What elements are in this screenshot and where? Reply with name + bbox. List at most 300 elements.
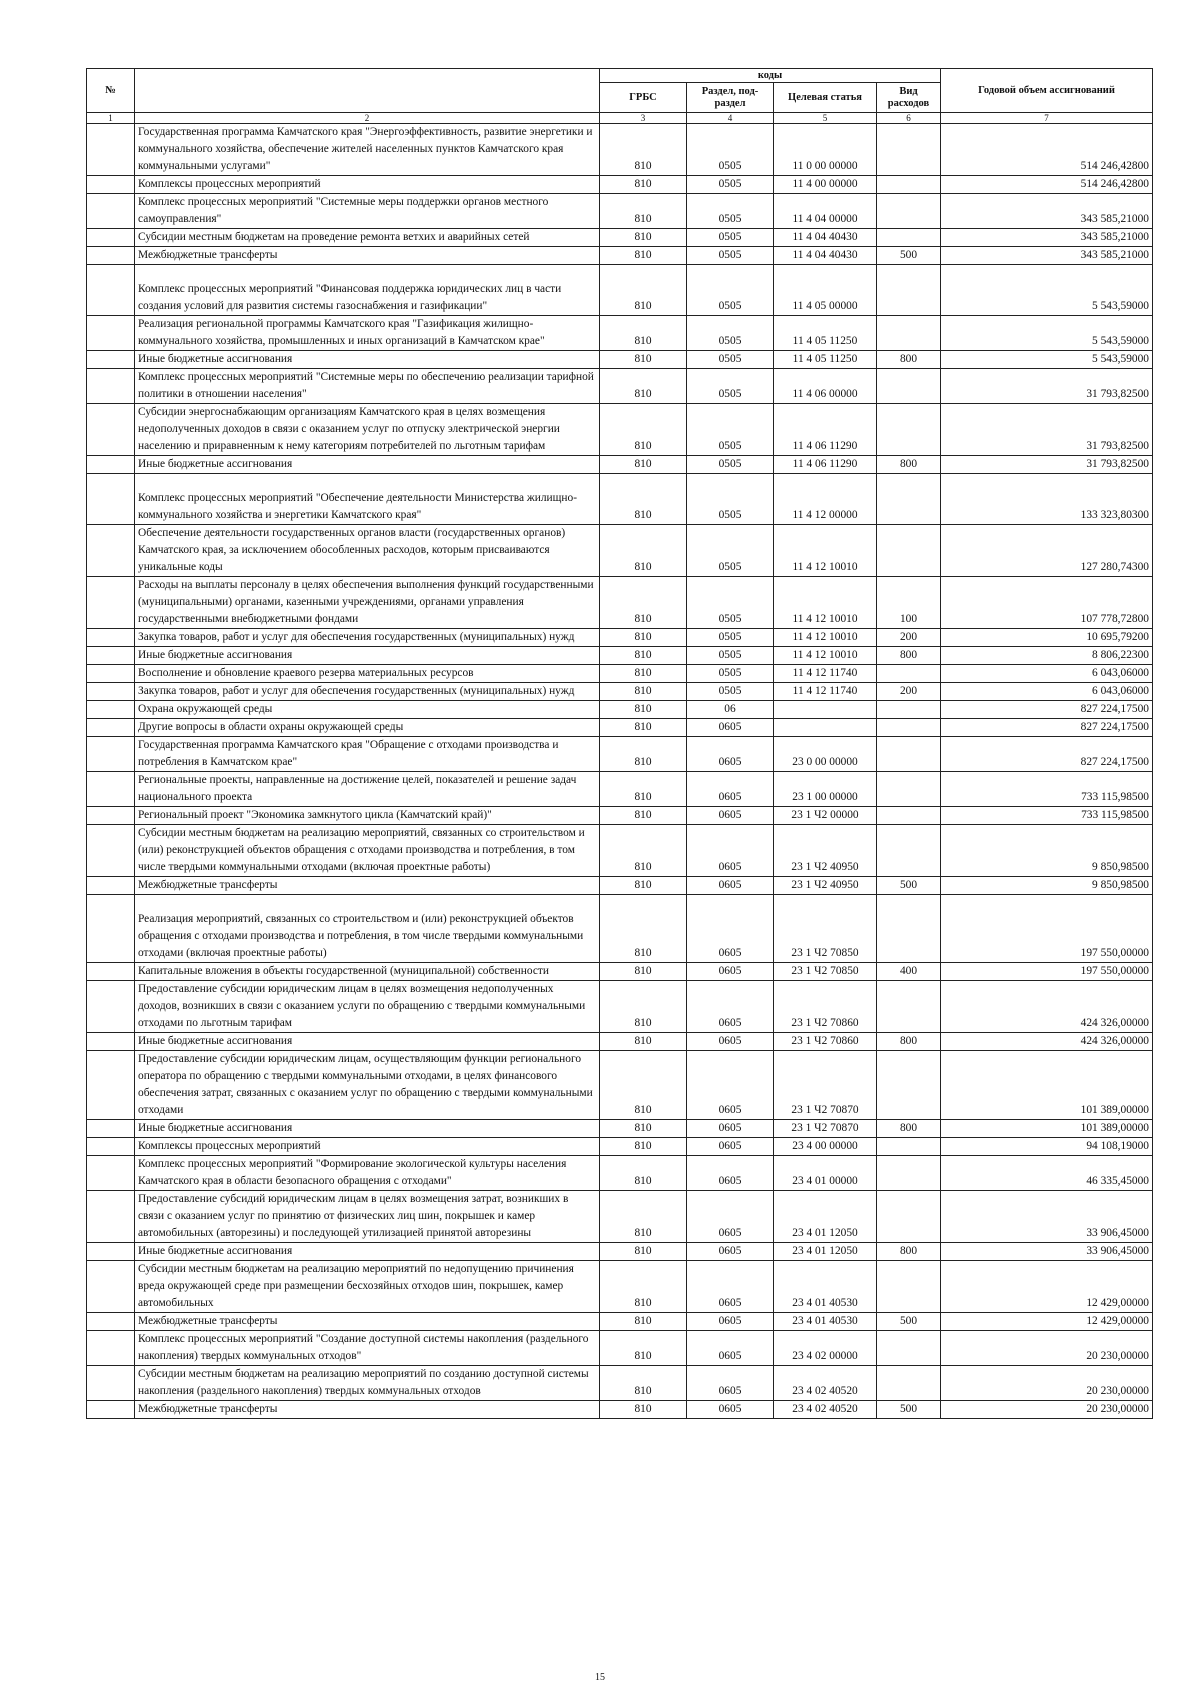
row-target: 23 1 Ч2 70870 [774,1051,877,1120]
table-row [87,1191,1153,1243]
table-row [87,1243,1153,1261]
col-number: 5 [774,113,877,124]
row-section: 0605 [687,1331,774,1366]
row-amount: 5 543,59000 [941,316,1153,351]
row-target: 11 4 12 10010 [774,647,877,665]
row-number [87,701,135,719]
table-row [87,737,1153,772]
row-target: 23 4 01 12050 [774,1191,877,1243]
row-name: Предоставление субсидии юридическим лицам, осуществляющим функции регионального оператора по обращению с твердыми коммунальными отходами, в целях финансового обеспечения затрат, связанных с оказанием услуг по обращению с твердыми коммунальными отходами [135,1051,600,1120]
row-amount: 101 389,00000 [941,1120,1153,1138]
row-amount: 343 585,21000 [941,229,1153,247]
row-grbs: 810 [600,351,687,369]
table-row [87,877,1153,895]
table-row [87,629,1153,647]
row-amount: 197 550,00000 [941,895,1153,963]
row-section: 0505 [687,456,774,474]
row-section: 0605 [687,1191,774,1243]
row-number [87,474,135,525]
row-amount: 20 230,00000 [941,1401,1153,1419]
row-grbs: 810 [600,1033,687,1051]
row-kind [877,316,941,351]
row-section: 0505 [687,665,774,683]
row-name: Охрана окружающей среды [135,701,600,719]
header-grbs: ГРБС [600,83,687,113]
table-row [87,683,1153,701]
row-target: 11 4 00 00000 [774,176,877,194]
row-name: Межбюджетные трансферты [135,877,600,895]
row-section: 0605 [687,737,774,772]
table-row [87,1156,1153,1191]
row-grbs: 810 [600,124,687,176]
table-row [87,194,1153,229]
row-amount: 343 585,21000 [941,194,1153,229]
row-section: 0505 [687,647,774,665]
row-target: 11 4 12 10010 [774,577,877,629]
row-kind [877,1191,941,1243]
row-number [87,895,135,963]
row-kind: 500 [877,1313,941,1331]
header-target: Целевая статья [774,83,877,113]
table-row [87,1401,1153,1419]
header-name [135,69,600,113]
row-target: 23 1 Ч2 70860 [774,981,877,1033]
row-name: Капитальные вложения в объекты государственной (муниципальной) собственности [135,963,600,981]
row-name: Межбюджетные трансферты [135,247,600,265]
row-grbs: 810 [600,176,687,194]
row-kind: 100 [877,577,941,629]
row-target: 11 0 00 00000 [774,124,877,176]
row-amount: 8 806,22300 [941,647,1153,665]
table-row [87,229,1153,247]
row-number [87,737,135,772]
row-amount: 33 906,45000 [941,1243,1153,1261]
row-number [87,1156,135,1191]
table-row [87,719,1153,737]
row-grbs: 810 [600,1366,687,1401]
row-amount: 733 115,98500 [941,807,1153,825]
table-row [87,825,1153,877]
row-grbs: 810 [600,474,687,525]
row-amount: 33 906,45000 [941,1191,1153,1243]
row-amount: 127 280,74300 [941,525,1153,577]
row-number [87,629,135,647]
row-name: Комплекс процессных мероприятий "Системные меры по обеспечению реализации тарифной политики в отношении населения" [135,369,600,404]
row-amount: 133 323,80300 [941,474,1153,525]
row-kind [877,665,941,683]
row-target: 11 4 06 11290 [774,456,877,474]
row-section: 0605 [687,1033,774,1051]
row-number [87,665,135,683]
row-section: 0605 [687,1051,774,1120]
row-kind [877,981,941,1033]
row-amount: 827 224,17500 [941,719,1153,737]
row-section: 0605 [687,1401,774,1419]
col-number: 4 [687,113,774,124]
row-grbs: 810 [600,369,687,404]
row-section: 0605 [687,981,774,1033]
row-target: 23 4 00 00000 [774,1138,877,1156]
row-grbs: 810 [600,229,687,247]
table-row [87,404,1153,456]
row-number [87,456,135,474]
row-grbs: 810 [600,701,687,719]
row-name: Региональный проект "Экономика замкнутого цикла (Камчатский край)" [135,807,600,825]
row-section: 0505 [687,474,774,525]
row-name: Субсидии местным бюджетам на проведение ремонта ветхих и аварийных сетей [135,229,600,247]
row-number [87,807,135,825]
row-name: Реализация мероприятий, связанных со строительством и (или) реконструкцией объектов обращения с отходами производства и потребления, в том числе твердыми коммунальными отходами (включая проектные работы) [135,895,600,963]
row-section: 0605 [687,1120,774,1138]
row-target: 23 4 02 40520 [774,1366,877,1401]
row-number [87,1243,135,1261]
row-grbs: 810 [600,895,687,963]
row-target: 23 1 Ч2 40950 [774,877,877,895]
row-kind [877,474,941,525]
table-row [87,265,1153,316]
row-kind [877,1261,941,1313]
row-amount: 6 043,06000 [941,665,1153,683]
table-row [87,456,1153,474]
row-section: 0605 [687,1313,774,1331]
row-section: 0505 [687,683,774,701]
row-name: Комплексы процессных мероприятий [135,176,600,194]
row-kind [877,194,941,229]
row-number [87,1331,135,1366]
row-kind: 800 [877,1033,941,1051]
table-row [87,895,1153,963]
row-amount: 514 246,42800 [941,124,1153,176]
row-name: Субсидии местным бюджетам на реализацию мероприятий, связанных со строительством и (или) реконструкцией объектов обращения с отходами производства и потребления, в том числе твердыми коммунальными отходами (включая проектные работы) [135,825,600,877]
row-amount: 9 850,98500 [941,825,1153,877]
row-amount: 197 550,00000 [941,963,1153,981]
row-number [87,1138,135,1156]
row-number [87,247,135,265]
row-kind [877,525,941,577]
row-target [774,701,877,719]
row-target: 23 1 Ч2 70870 [774,1120,877,1138]
budget-table [86,68,1153,1419]
row-amount: 6 043,06000 [941,683,1153,701]
row-target: 23 4 01 12050 [774,1243,877,1261]
row-grbs: 810 [600,737,687,772]
row-kind [877,369,941,404]
row-grbs: 810 [600,1331,687,1366]
row-section: 0605 [687,772,774,807]
row-number [87,825,135,877]
row-number [87,369,135,404]
row-number [87,229,135,247]
row-kind [877,1156,941,1191]
table-row [87,1366,1153,1401]
row-kind [877,737,941,772]
row-name: Закупка товаров, работ и услуг для обеспечения государственных (муниципальных) нужд [135,629,600,647]
row-name: Межбюджетные трансферты [135,1401,600,1419]
col-number: 2 [135,113,600,124]
row-kind [877,1366,941,1401]
table-row [87,807,1153,825]
table-row [87,1138,1153,1156]
row-amount: 424 326,00000 [941,1033,1153,1051]
row-grbs: 810 [600,1261,687,1313]
row-grbs: 810 [600,825,687,877]
row-section: 0505 [687,229,774,247]
row-grbs: 810 [600,629,687,647]
row-kind [877,229,941,247]
row-name: Субсидии местным бюджетам на реализацию мероприятий по созданию доступной системы накопления (раздельного накопления) твердых коммунальных отходов [135,1366,600,1401]
row-number [87,1366,135,1401]
row-name: Региональные проекты, направленные на достижение целей, показателей и решение задач национального проекта [135,772,600,807]
row-name: Иные бюджетные ассигнования [135,647,600,665]
col-number: 3 [600,113,687,124]
row-amount: 10 695,79200 [941,629,1153,647]
table-row [87,1033,1153,1051]
row-grbs: 810 [600,1313,687,1331]
table-row [87,1331,1153,1366]
row-target: 11 4 04 00000 [774,194,877,229]
row-name: Комплексы процессных мероприятий [135,1138,600,1156]
row-kind [877,825,941,877]
row-grbs: 810 [600,1138,687,1156]
row-section: 0505 [687,629,774,647]
row-number [87,719,135,737]
row-grbs: 810 [600,719,687,737]
table-row [87,369,1153,404]
row-kind: 500 [877,247,941,265]
row-number [87,683,135,701]
row-target: 23 1 Ч2 70850 [774,963,877,981]
table-row [87,316,1153,351]
table-header [87,69,1153,124]
row-target [774,719,877,737]
row-number [87,351,135,369]
row-target: 23 1 Ч2 00000 [774,807,877,825]
row-target: 23 4 01 40530 [774,1261,877,1313]
row-grbs: 810 [600,577,687,629]
row-section: 0605 [687,895,774,963]
row-name: Комплекс процессных мероприятий "Финансовая поддержка юридических лиц в части создания условий для развития системы газоснабжения и газификации" [135,265,600,316]
row-number [87,404,135,456]
row-section: 0605 [687,963,774,981]
row-grbs: 810 [600,683,687,701]
row-grbs: 810 [600,404,687,456]
row-target: 11 4 04 40430 [774,229,877,247]
row-kind: 800 [877,1120,941,1138]
row-kind [877,701,941,719]
row-grbs: 810 [600,456,687,474]
row-number [87,1313,135,1331]
row-grbs: 810 [600,194,687,229]
row-name: Субсидии местным бюджетам на реализацию мероприятий по недопущению причинения вреда окружающей среде при размещении бесхозяйных отходов шин, покрышек, камер автомобильных [135,1261,600,1313]
row-kind [877,124,941,176]
row-target: 23 4 01 00000 [774,1156,877,1191]
table-row [87,647,1153,665]
row-name: Реализация региональной программы Камчатского края "Газификация жилищно-коммунального хозяйства, промышленных и иных организаций в Камчатском крае" [135,316,600,351]
row-target: 11 4 06 00000 [774,369,877,404]
row-target: 23 4 02 00000 [774,1331,877,1366]
row-target: 23 1 Ч2 70860 [774,1033,877,1051]
row-kind: 800 [877,647,941,665]
row-amount: 31 793,82500 [941,369,1153,404]
row-target: 23 4 02 40520 [774,1401,877,1419]
table-row [87,1051,1153,1120]
header-kind: Вид расходов [877,83,941,113]
row-amount: 46 335,45000 [941,1156,1153,1191]
row-grbs: 810 [600,1191,687,1243]
row-amount: 514 246,42800 [941,176,1153,194]
table-row [87,665,1153,683]
header-codes: коды [600,69,941,83]
row-amount: 827 224,17500 [941,701,1153,719]
row-grbs: 810 [600,1401,687,1419]
row-name: Восполнение и обновление краевого резерва материальных ресурсов [135,665,600,683]
table-row [87,176,1153,194]
table-row [87,1261,1153,1313]
row-kind [877,772,941,807]
row-section: 0505 [687,176,774,194]
row-target: 23 0 00 00000 [774,737,877,772]
row-number [87,877,135,895]
row-name: Государственная программа Камчатского края "Обращение с отходами производства и потребления в Камчатском крае" [135,737,600,772]
row-amount: 9 850,98500 [941,877,1153,895]
row-grbs: 810 [600,1156,687,1191]
row-target: 11 4 12 10010 [774,525,877,577]
row-name: Комплекс процессных мероприятий "Создание доступной системы накопления (раздельного накопления) твердых коммунальных отходов" [135,1331,600,1366]
row-kind [877,265,941,316]
row-section: 0505 [687,525,774,577]
row-amount: 5 543,59000 [941,351,1153,369]
row-amount: 733 115,98500 [941,772,1153,807]
row-number [87,647,135,665]
row-grbs: 810 [600,981,687,1033]
row-name: Субсидии энергоснабжающим организациям Камчатского края в целях возмещения недополученных доходов в связи с оказанием услуг по отпуску электрической энергии населению и приравненным к нему категориям потребителей по льготным тарифам [135,404,600,456]
row-grbs: 810 [600,807,687,825]
row-name: Иные бюджетные ассигнования [135,1243,600,1261]
row-section: 0605 [687,877,774,895]
row-kind [877,1138,941,1156]
row-grbs: 810 [600,316,687,351]
row-number [87,265,135,316]
row-name: Расходы на выплаты персоналу в целях обеспечения выполнения функций государственными (муниципальными) органами, казенными учреждениями, органами управления государственными внебюджетными фондами [135,577,600,629]
row-grbs: 810 [600,772,687,807]
row-number [87,1033,135,1051]
row-kind: 800 [877,1243,941,1261]
row-name: Межбюджетные трансферты [135,1313,600,1331]
row-grbs: 810 [600,247,687,265]
row-grbs: 810 [600,1120,687,1138]
row-name: Иные бюджетные ассигнования [135,1120,600,1138]
row-section: 0505 [687,247,774,265]
row-kind: 800 [877,351,941,369]
row-name: Комплекс процессных мероприятий "Обеспечение деятельности Министерства жилищно-коммунального хозяйства и энергетики Камчатского края" [135,474,600,525]
row-name: Иные бюджетные ассигнования [135,351,600,369]
row-number [87,176,135,194]
table-row [87,124,1153,176]
row-target: 23 1 00 00000 [774,772,877,807]
row-target: 23 1 Ч2 40950 [774,825,877,877]
row-kind: 200 [877,683,941,701]
row-amount: 424 326,00000 [941,981,1153,1033]
row-name: Предоставление субсидий юридическим лицам в целях возмещения затрат, возникших в связи с оказанием услуг по принятию от физических лиц шин, покрышек и камер автомобильных (авторезины) и последующей утилизацией принятой авторезины [135,1191,600,1243]
row-kind [877,895,941,963]
row-grbs: 810 [600,665,687,683]
row-target: 11 4 12 11740 [774,683,877,701]
row-section: 0505 [687,265,774,316]
row-number [87,316,135,351]
row-number [87,1401,135,1419]
row-kind: 800 [877,456,941,474]
table-row [87,1313,1153,1331]
row-grbs: 810 [600,877,687,895]
row-amount: 12 429,00000 [941,1261,1153,1313]
row-kind: 500 [877,877,941,895]
row-amount: 5 543,59000 [941,265,1153,316]
row-amount: 101 389,00000 [941,1051,1153,1120]
row-section: 0605 [687,807,774,825]
row-amount: 343 585,21000 [941,247,1153,265]
row-target: 11 4 12 00000 [774,474,877,525]
row-section: 0505 [687,577,774,629]
row-grbs: 810 [600,1051,687,1120]
row-target: 11 4 04 40430 [774,247,877,265]
row-kind [877,1051,941,1120]
row-amount: 20 230,00000 [941,1366,1153,1401]
row-grbs: 810 [600,265,687,316]
row-section: 0605 [687,1156,774,1191]
header-no: № [87,69,135,113]
row-section: 0505 [687,194,774,229]
table-row [87,1120,1153,1138]
row-section: 0605 [687,1366,774,1401]
row-number [87,1120,135,1138]
row-kind [877,719,941,737]
row-target: 11 4 05 11250 [774,316,877,351]
row-number [87,124,135,176]
row-name: Комплекс процессных мероприятий "Системные меры поддержки органов местного самоуправления" [135,194,600,229]
table-row [87,247,1153,265]
header-section: Раздел, под-раздел [687,83,774,113]
table-row [87,474,1153,525]
row-target: 23 1 Ч2 70850 [774,895,877,963]
row-number [87,1051,135,1120]
col-number: 1 [87,113,135,124]
table-row [87,351,1153,369]
row-grbs: 810 [600,963,687,981]
row-grbs: 810 [600,1243,687,1261]
row-name: Предоставление субсидии юридическим лицам в целях возмещения недополученных доходов, возникших в связи с оказанием услуги по обращению с твердыми коммунальными отходами по льготным тарифам [135,981,600,1033]
table-body [87,124,1153,1419]
row-section: 0605 [687,1138,774,1156]
row-section: 0505 [687,351,774,369]
row-number [87,194,135,229]
row-amount: 827 224,17500 [941,737,1153,772]
table-row [87,963,1153,981]
row-name: Другие вопросы в области охраны окружающей среды [135,719,600,737]
row-section: 0505 [687,369,774,404]
row-grbs: 810 [600,647,687,665]
row-grbs: 810 [600,525,687,577]
row-amount: 31 793,82500 [941,404,1153,456]
row-section: 0505 [687,124,774,176]
row-section: 0605 [687,1261,774,1313]
row-kind: 200 [877,629,941,647]
row-target: 11 4 05 00000 [774,265,877,316]
row-section: 0605 [687,1243,774,1261]
row-target: 11 4 12 11740 [774,665,877,683]
row-number [87,1191,135,1243]
row-kind [877,807,941,825]
row-amount: 20 230,00000 [941,1331,1153,1366]
